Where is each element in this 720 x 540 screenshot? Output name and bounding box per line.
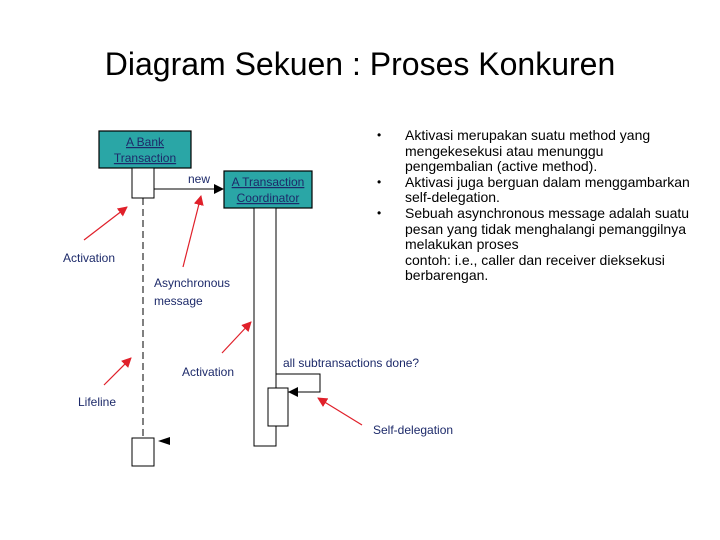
- annotation-async-line2: message: [154, 294, 203, 308]
- object-bank-transaction: [99, 131, 191, 168]
- bullet-item: [372, 175, 692, 206]
- arrow-async-message: [183, 196, 201, 267]
- bullet-text: Aktivasi juga berguan dalam menggambarkan self-delegation.: [405, 173, 690, 206]
- arrow-activation-mid: [222, 322, 251, 353]
- bullet-text: Aktivasi merupakan suatu method yang mengekesekusi atau menunggu pengembalian (active method).: [405, 127, 651, 175]
- activation-bar-bank-top: [132, 168, 154, 198]
- arrow-activation-left: [84, 207, 127, 240]
- bullet-item: [372, 128, 692, 175]
- activation-bar-bank-bottom: [132, 438, 154, 466]
- annotation-async-line1: Asynchronous: [154, 276, 231, 290]
- bullet-continuation: contoh: i.e., caller dan receiver dieksekusi berbarengan.: [405, 251, 665, 284]
- activation-bar-self: [268, 388, 288, 426]
- bullet-dot-icon: •: [377, 128, 382, 142]
- bullet-dot-icon: •: [377, 205, 382, 220]
- slide-title: Diagram Sekuen : Proses Konkuren: [104, 46, 616, 82]
- message-self-call: [276, 356, 419, 397]
- coord-label-line2: Coordinator: [236, 191, 300, 205]
- bullet-list: [372, 128, 692, 284]
- return-arrowhead: [158, 437, 170, 445]
- annotation-self-delegation: Self-delegation: [373, 423, 454, 437]
- coord-label-line1: A Transaction: [231, 175, 305, 189]
- bullet-text: Sebuah asynchronous message adalah suatu pesan yang tidak menghalangi pemanggilnya melakukan proses: [405, 204, 690, 253]
- message-new-label: new: [188, 172, 211, 186]
- message-self-call-label: all subtransactions done?: [283, 356, 420, 370]
- message-new: [154, 172, 224, 194]
- bank-label-line2: Transaction: [113, 151, 177, 165]
- annotation-activation-left: Activation: [63, 251, 116, 265]
- object-transaction-coordinator: [224, 171, 312, 208]
- bullet-dot-icon: •: [377, 174, 382, 189]
- annotation-lifeline: Lifeline: [78, 395, 117, 409]
- arrow-self-delegation: [318, 398, 362, 425]
- arrow-lifeline: [104, 358, 131, 385]
- bullet-item: [372, 206, 692, 253]
- bank-label-line1: A Bank: [125, 135, 165, 149]
- annotation-activation-mid: Activation: [182, 365, 235, 379]
